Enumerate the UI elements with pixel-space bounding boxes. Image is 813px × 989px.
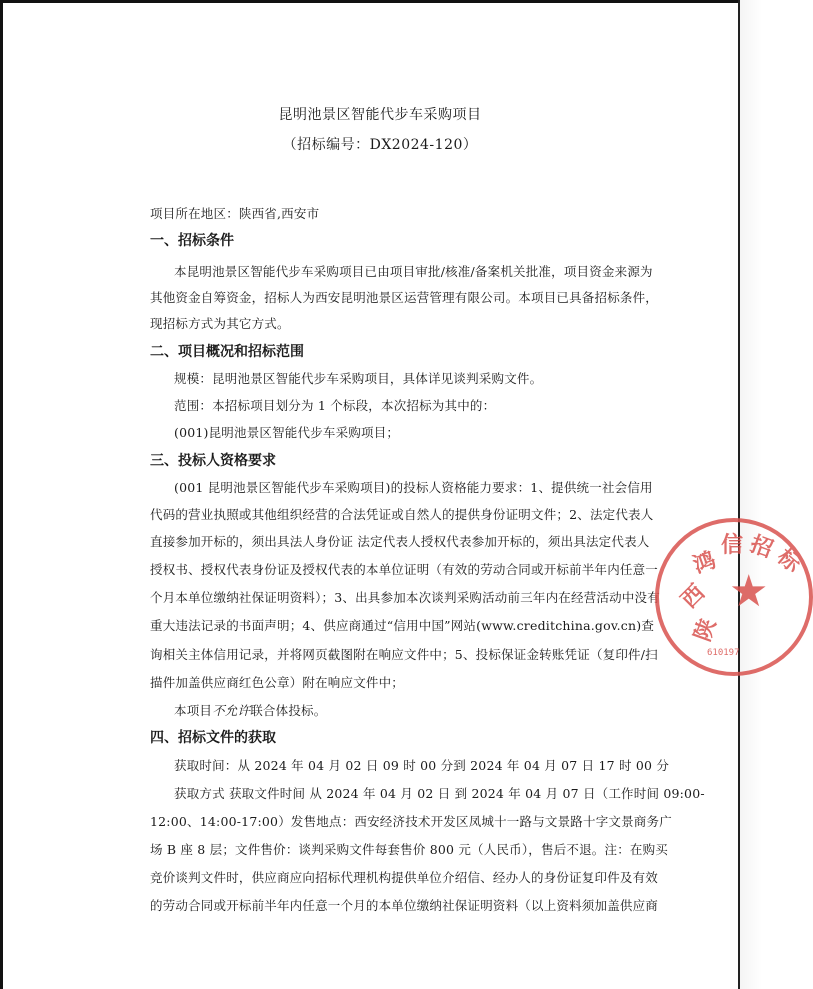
section4-line: 获取方式 获取文件时间 从 2024 年 04 月 02 日 到 2024 年 04 月 07 日（工作时间 09:00-: [174, 786, 705, 801]
seal-char: 信: [721, 533, 744, 558]
section3-line: 描件加盖供应商红色公章）附在响应文件中；: [150, 675, 405, 690]
section-heading-4: 四、招标文件的获取: [150, 730, 276, 746]
section2-line: 规模：昆明池景区智能代步车采购项目，具体详见谈判采购文件。: [174, 371, 543, 386]
section1-line: 其他资金自筹资金，招标人为西安昆明池景区运营管理有限公司。本项目已具备招标条件，: [150, 290, 659, 305]
section3-line: 代码的营业执照或其他组织经营的合法凭证或自然人的提供身份证明文件；2、法定代表人: [150, 507, 654, 522]
section4-line: 场 B 座 8 层；文件售价：谈判采购文件每套售价 800 元（人民币），售后不退。注：在购买: [150, 842, 668, 857]
section1-line: 现招标方式为其它方式。: [150, 316, 290, 331]
joint-bid-line: [174, 701, 326, 719]
section-heading-1: 一、招标条件: [150, 233, 234, 249]
joint-bid-not-allowed: 不允许: [212, 703, 251, 718]
document-title: 昆明池景区智能代步车采购项目: [278, 107, 482, 123]
section3-line: 直接参加开标的，须出具法人身份证 法定代表人授权代表参加开标的，须出具法定代表人: [150, 534, 650, 549]
section2-line: (001)昆明池景区智能代步车采购项目；: [174, 425, 400, 440]
section-heading-2: 二、项目概况和招标范围: [150, 344, 304, 360]
seal-star-icon: ★: [729, 566, 769, 617]
section4-line: 12:00、14:00-17:00）发售地点：西安经济技术开发区凤城十一路与文景路十字文景商务广: [150, 814, 672, 829]
section3-line: 个月本单位缴纳社保证明资料）；3、出具参加本次谈判采购活动前三年内在经营活动中没有: [150, 590, 660, 605]
seal-char: 招: [746, 531, 776, 563]
project-location: 项目所在地区：陕西省,西安市: [150, 206, 320, 221]
section3-line: 重大违法记录的书面声明；4、供应商通过“信用中国”网站(www.creditchina.gov.cn)查: [150, 618, 655, 633]
section1-line: 本昆明池景区智能代步车采购项目已由项目审批/核准/备案机关批准，项目资金来源为: [174, 264, 653, 279]
page-border-top: [0, 0, 740, 3]
section4-line: 的劳动合同或开标前半年内任意一个月的本单位缴纳社保证明资料（以上资料须加盖供应商: [150, 898, 659, 913]
seal-char: 陕: [690, 615, 722, 645]
joint-bid-suffix: 联合体投标。: [250, 703, 327, 718]
section3-line: (001 昆明池景区智能代步车采购项目)的投标人资格能力要求：1、提供统一社会信用: [174, 480, 653, 495]
seal-char: 鸿: [690, 547, 720, 579]
section-heading-3: 三、投标人资格要求: [150, 453, 276, 469]
joint-bid-prefix: 本项目: [174, 703, 213, 718]
seal-char: 西: [676, 580, 711, 614]
seal-char: 标: [772, 544, 806, 578]
bid-number: （招标编号：DX2024-120）: [282, 137, 478, 153]
section4-line: 竞价谈判文件时，供应商应向招标代理机构提供单位介绍信、经办人的身份证复印件及有效: [150, 870, 659, 885]
seal-code: 610197: [707, 648, 740, 658]
section3-line: 询相关主体信用记录，并将网页截图附在响应文件中；5、投标保证金转账凭证（复印件/扫: [150, 647, 658, 662]
company-seal: [655, 518, 813, 676]
section3-line: 授权书、授权代表身份证及授权代表的本单位证明（有效的劳动合同或开标前半年内任意一: [150, 562, 659, 577]
section4-line: 获取时间：从 2024 年 04 月 02 日 09 时 00 分到 2024 年 04 月 07 日 17 时 00 分: [174, 758, 670, 773]
section2-line: 范围：本招标项目划分为 1 个标段，本次招标为其中的：: [174, 398, 496, 413]
